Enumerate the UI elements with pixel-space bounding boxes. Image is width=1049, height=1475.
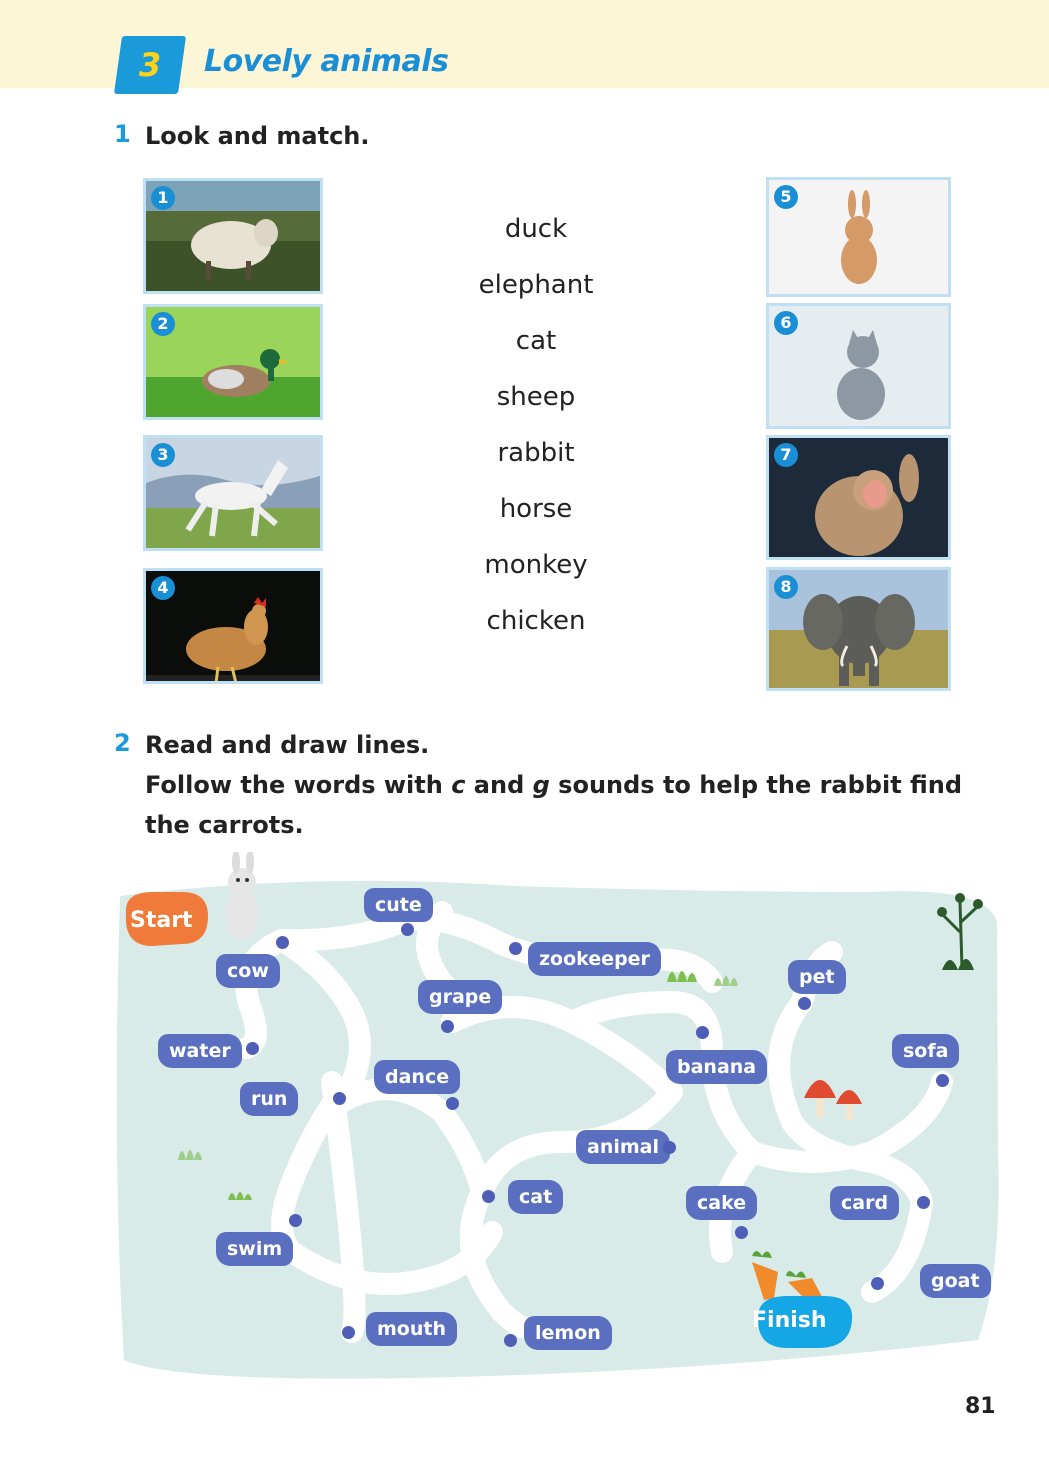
exercise-1-number: 1 (114, 120, 131, 148)
match-word[interactable]: rabbit (497, 438, 575, 468)
maze-word-grape[interactable]: grape (418, 980, 502, 1014)
maze-dot[interactable] (509, 942, 522, 955)
maze-dot[interactable] (441, 1020, 454, 1033)
photo-number: 1 (151, 186, 175, 210)
exercise-2-number: 2 (114, 729, 131, 757)
maze-word-sofa[interactable]: sofa (892, 1034, 959, 1068)
maze-dot[interactable] (401, 923, 414, 936)
maze-dot[interactable] (246, 1042, 259, 1055)
maze-dot[interactable] (446, 1097, 459, 1110)
page-number: 81 (965, 1394, 996, 1419)
exercise-1-instruction: Look and match. (145, 122, 370, 150)
maze-word-card[interactable]: card (830, 1186, 899, 1220)
maze-dot[interactable] (696, 1026, 709, 1039)
maze-dot[interactable] (735, 1226, 748, 1239)
exercise-2-text-line2: Follow the words with c and g sounds to help the rabbit find (145, 771, 963, 799)
maze-dot[interactable] (663, 1141, 676, 1154)
maze-word-animal[interactable]: animal (576, 1130, 670, 1164)
maze-word-cute[interactable]: cute (364, 888, 433, 922)
maze-dot[interactable] (276, 936, 289, 949)
photo-number: 7 (774, 443, 798, 467)
maze-word-swim[interactable]: swim (216, 1232, 293, 1266)
photo-cat[interactable] (766, 303, 951, 429)
maze-dot[interactable] (482, 1190, 495, 1203)
match-word[interactable]: sheep (496, 382, 576, 412)
photo-number: 6 (774, 311, 798, 335)
maze-word-pet[interactable]: pet (788, 960, 846, 994)
maze-word-goat[interactable]: goat (920, 1264, 991, 1298)
photo-monkey[interactable] (766, 435, 951, 560)
photo-rabbit[interactable] (766, 177, 951, 297)
start-label: Start (130, 908, 193, 933)
maze-word-cat[interactable]: cat (508, 1180, 563, 1214)
photo-duck[interactable] (143, 304, 323, 420)
finish-label: Finish (752, 1308, 827, 1333)
photo-horse[interactable] (143, 435, 323, 551)
match-word[interactable]: chicken (486, 606, 586, 636)
maze-dot[interactable] (871, 1277, 884, 1290)
rabbit-icon (226, 852, 258, 940)
photo-chicken[interactable] (143, 568, 323, 684)
exercise-2-text-line3: the carrots. (145, 811, 304, 839)
photo-number: 5 (774, 185, 798, 209)
maze-dot[interactable] (504, 1334, 517, 1347)
maze-word-lemon[interactable]: lemon (524, 1316, 612, 1350)
match-word[interactable]: horse (499, 494, 573, 524)
maze-word-run[interactable]: run (240, 1082, 298, 1116)
maze-dot[interactable] (917, 1196, 930, 1209)
maze-word-cake[interactable]: cake (686, 1186, 757, 1220)
maze-word-cow[interactable]: cow (216, 954, 280, 988)
photo-number: 8 (774, 575, 798, 599)
unit-number: 3 (138, 46, 162, 84)
maze-dot[interactable] (289, 1214, 302, 1227)
maze-word-banana[interactable]: banana (666, 1050, 767, 1084)
maze-dot[interactable] (936, 1074, 949, 1087)
maze-dot[interactable] (333, 1092, 346, 1105)
unit-title: Lovely animals (204, 44, 449, 79)
maze-dot[interactable] (798, 997, 811, 1010)
maze-word-mouth[interactable]: mouth (366, 1312, 457, 1346)
maze[interactable] (112, 852, 1007, 1382)
match-word[interactable]: duck (504, 214, 568, 244)
photo-sheep[interactable] (143, 178, 323, 294)
match-word[interactable]: cat (515, 326, 557, 356)
exercise-2-instruction: Read and draw lines. (145, 731, 430, 759)
photo-number: 3 (151, 443, 175, 467)
match-word[interactable]: elephant (478, 270, 594, 300)
maze-word-dance[interactable]: dance (374, 1060, 460, 1094)
maze-dot[interactable] (342, 1326, 355, 1339)
photo-elephant[interactable] (766, 567, 951, 691)
photo-number: 2 (151, 312, 175, 336)
photo-number: 4 (151, 576, 175, 600)
maze-word-water[interactable]: water (158, 1034, 242, 1068)
maze-word-zookeeper[interactable]: zookeeper (528, 942, 661, 976)
match-word[interactable]: monkey (484, 550, 588, 580)
